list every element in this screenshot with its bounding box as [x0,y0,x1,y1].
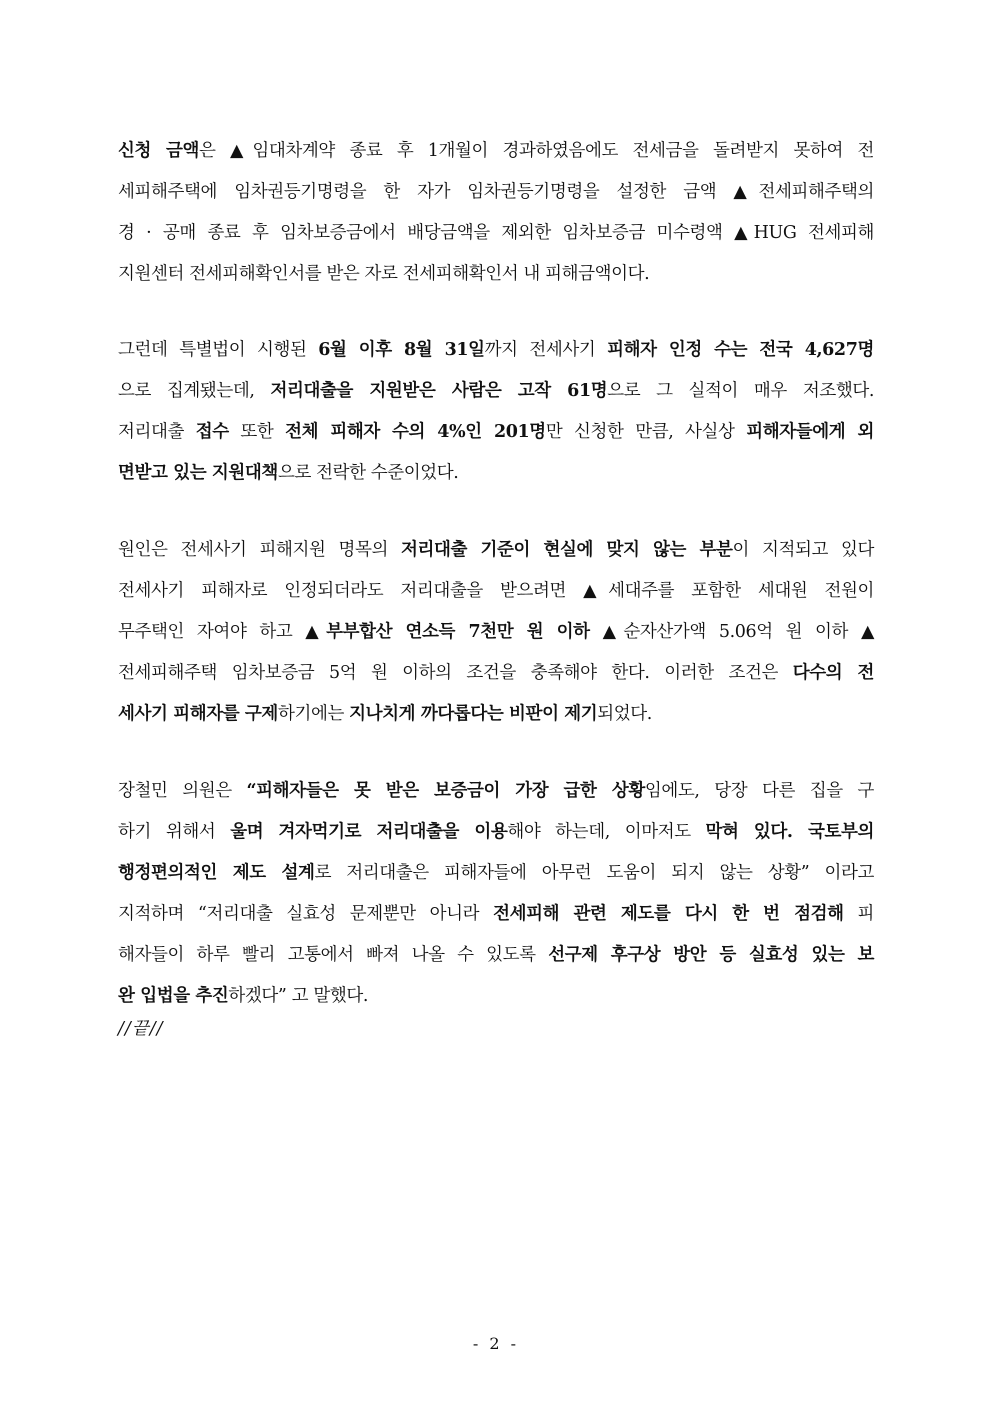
text-segment: 하겠다” 고 말했다. [228,986,368,1006]
paragraph-loan-criteria [118,530,874,735]
bold-text-segment: 지나치게 까다롭다는 비판이 제기 [349,704,598,724]
bold-text-segment: ▲부부합산 연소득 7천만 원 이하 [305,622,590,642]
text-segment: 전세피해주택 임차보증금 5억 원 이하의 조건을 충족해야 한다. 이러한 조건은 [118,663,793,683]
text-line [118,172,874,213]
text-line [118,976,874,1017]
paragraph-loan-statistics [118,330,874,494]
bold-text-segment: 선구제 후구상 방안 등 실효성 있는 보 [548,945,874,965]
bold-text-segment: 저리대출을 지원받은 사람은 고작 61명 [270,381,608,401]
text-segment: 로 저리대출은 피해자들에 아무런 도움이 되지 않는 상황” 이라고 [314,863,875,883]
bold-text-segment: “피해자들은 못 받은 보증금이 가장 급한 상황 [246,781,645,801]
text-segment: 해야 하는데, 이마저도 [507,822,706,842]
bold-text-segment: 막혀 있다. 국토부의 [705,822,874,842]
text-segment: 그런데 특별법이 시행된 [118,340,319,360]
bold-text-segment: 피해자들에게 외 [746,422,874,442]
text-segment: 무주택인 자여야 하고 [118,622,306,642]
text-segment: 장철민 의원은 [118,781,247,801]
text-segment: 은 ▲임대차계약 종료 후 1개월이 경과하였음에도 전세금을 돌려받지 못하여 전 [199,141,874,161]
bold-text-segment: 다수의 전 [792,663,874,683]
text-segment: 이 지적되고 있다 [732,540,874,560]
text-segment: 세피해주택에 임차권등기명령을 한 자가 임차권등기명령을 설정한 금액 ▲전세피해주택의 [118,182,874,202]
text-segment: 또한 [228,422,286,442]
text-segment: 피 [843,904,875,924]
text-segment: 저리대출 [118,422,196,442]
text-segment: 하기에는 [277,704,350,724]
text-segment: 만 신청한 만큼, 사실상 [545,422,747,442]
bold-text-segment: 피해자 인정 수는 전국 4,627명 [607,340,874,360]
text-line [118,330,874,371]
text-segment: 지적하며 “저리대출 실효성 문제뿐만 아니라 [118,904,494,924]
bold-text-segment: 면받고 있는 지원대책 [118,463,278,483]
text-segment: 전세사기 피해자로 인정되더라도 저리대출을 받으려면 ▲세대주를 포함한 세대원 전원이 [118,581,874,601]
text-line [118,453,874,494]
bold-text-segment: 6월 이후 8월 31일 [318,340,485,360]
text-line [118,571,874,612]
text-line [118,213,874,254]
bold-text-segment: 세사기 피해자를 구제 [118,704,278,724]
text-segment: 원인은 전세사기 피해지원 명목의 [118,540,401,560]
end-mark: //끝// [118,1019,164,1039]
text-segment: 까지 전세사기 [484,340,608,360]
text-segment: ▲순자산가액 5.06억 원 이하 ▲ [589,622,875,642]
text-line [118,412,874,453]
text-line [118,371,874,412]
text-line [118,771,874,812]
bold-text-segment: 전세피해 관련 제도를 다시 한 번 점검해 [493,904,844,924]
text-line [118,254,874,295]
text-line [118,894,874,935]
text-segment: 되었다. [597,704,652,724]
text-line [118,694,874,735]
text-line [118,530,874,571]
text-segment: 경 · 공매 종료 후 임차보증금에서 배당금액을 제외한 임차보증금 미수령액 ▲HUG 전세피해 [118,223,874,243]
text-line [118,812,874,853]
page-number: - 2 - [472,1334,520,1353]
bold-text-segment: 접수 [195,422,229,442]
text-line [118,653,874,694]
text-line [118,612,874,653]
bold-text-segment: 저리대출 기준이 현실에 맞지 않는 부분 [400,540,733,560]
text-segment: 으로 집계됐는데, [118,381,271,401]
text-segment: 하기 위해서 [118,822,231,842]
text-line [118,853,874,894]
paragraph-lawmaker-quote [118,771,874,1017]
text-line [118,131,874,172]
bold-text-segment: 완 입법을 추진 [118,986,229,1006]
text-segment: 으로 그 실적이 매우 저조했다. [607,381,874,401]
bold-text-segment: 울며 겨자먹기로 저리대출을 이용 [230,822,508,842]
text-segment: 으로 전락한 수준이었다. [277,463,459,483]
text-segment: 지원센터 전세피해확인서를 받은 자로 전세피해확인서 내 피해금액이다. [118,264,650,284]
text-segment: 해자들이 하루 빨리 고통에서 빠져 나올 수 있도록 [118,945,549,965]
text-line [118,935,874,976]
bold-text-segment: 신청 금액 [118,141,200,161]
bold-text-segment: 전체 피해자 수의 4%인 201명 [285,422,546,442]
paragraph-application-amount [118,131,874,295]
bold-text-segment: 행정편의적인 제도 설계 [118,863,315,883]
text-segment: 임에도, 당장 다른 집을 구 [644,781,874,801]
